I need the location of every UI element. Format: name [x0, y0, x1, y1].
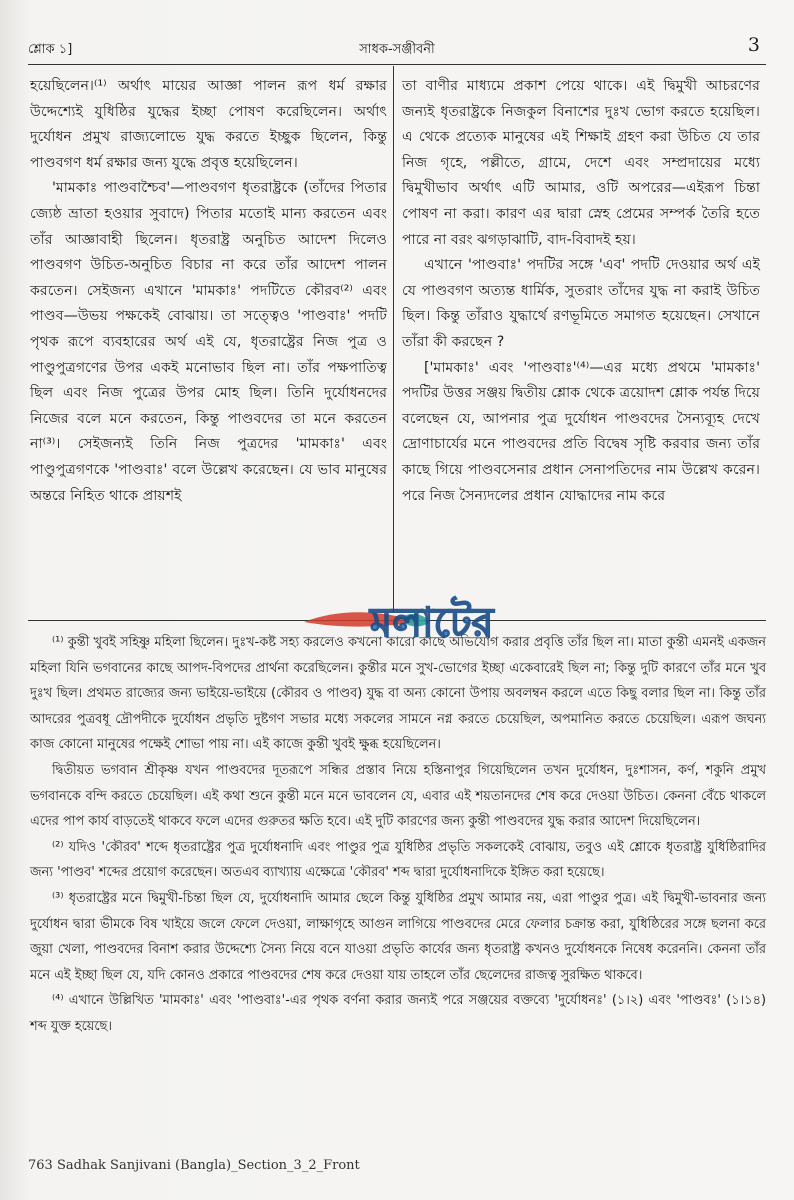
right-paragraph: ['মামকাঃ' এবং 'পাণ্ডবাঃ'⁽⁴⁾—এর মধ্যে প্রথমে 'মামকাঃ' পদটির উত্তর সঞ্জয় দ্বিতীয় শ্লোক থেকে ত্রয়োদশ শ্লোক পর্যন্ত দিয়ে বলেছেন যে, আপনার পুত্র দুর্যোধন পাণ্ডবদের সৈন্যব্যূহ দেখে দ্রোণাচার্যের মনে পাণ্ডবদের প্রতি বিদ্বেষ সৃষ্টি করবার জন্য তাঁর কাছে গিয়ে পাণ্ডবসেনার প্রধান সেনাপতিদের নাম উল্লেখ করেন। পরে নিজ সৈন্যদলের প্রধান যোদ্ধাদের নাম করে — [402, 359, 760, 504]
header-rule — [28, 64, 766, 65]
footnotes — [30, 630, 766, 1040]
print-file-label: 763 Sadhak Sanjivani (Bangla)_Section_3_2_Front — [28, 1158, 360, 1173]
footnote: দ্বিতীয়ত ভগবান শ্রীকৃষ্ণ যখন পাণ্ডবদের দূতরূপে সন্ধির প্রস্তাব নিয়ে হস্তিনাপুর গিয়েছিলেন তখন দুর্যোধন, দুঃশাসন, কর্ণ, শকুনি প্রমুখ ভগবানকে বন্দি করতে চেয়েছিল। এই কথা শুনে কুন্তী মনে মনে ভাবলেন যে, এবার এই শয়তানদের শেষ করে দেওয়া উচিত। কেননা বেঁচে থাকলে এদের পাপ কার্য বাড়তেই থাকবে ফলে এদের গুরুতর ক্ষতি হবে। এই দুটি কারণের জন্য কুন্তী পাণ্ডবদের যুদ্ধ করার আদেশ দিয়েছিলেন। — [30, 762, 766, 830]
running-title: সাধক-সঞ্জীবনী — [359, 42, 435, 57]
watermark-text: মলাটের — [370, 600, 494, 646]
watermark-logo — [300, 592, 590, 666]
left-column — [30, 74, 387, 509]
running-head — [28, 36, 766, 60]
left-paragraph: 'মামকাঃ পাণ্ডবাশ্চৈব'—পাণ্ডবগণ ধৃতরাষ্ট্রকে (তাঁদের পিতার জ্যেষ্ঠ ভ্রাতা হওয়ার সুবাদে) পিতার মতোই মান্য করতেন এবং তাঁর আজ্ঞাবাহী ছিলেন। ধৃতরাষ্ট্র অনুচিত আদেশ দিলেও পাণ্ডবগণ উচিত-অনুচিত বিচার না করে তাঁর আদেশ পালন করতেন। সেইজন্য এখানে 'মামকাঃ' পদটিতে কৌরব⁽²⁾ এবং পাণ্ডব—উভয় পক্ষকেই বোঝায়। তা সত্ত্বেও 'পাণ্ডবাঃ' পদটি পৃথক রূপে ব্যবহারের অর্থ এই যে, ধৃতরাষ্ট্রের নিজ পুত্র ও পাণ্ডুপুত্রগণের উপর একই মনোভাব ছিল না। তাঁর পক্ষপাতিত্ব ছিল এবং নিজ পুত্রের উপর মোহ ছিল। তিনি দুর্যোধনদের নিজের বলে মনে করতেন, কিন্তু পাণ্ডবদের তা মনে করতেন না⁽³⁾। সেইজন্যই তিনি নিজ পুত্রদের 'মামকাঃ' এবং পাণ্ডুপুত্রগণকে 'পাণ্ডবাঃ' বলে উল্লেখ করেছেন। যে ভাব মানুষের অন্তরে নিহিত থাকে প্রায়শই — [30, 180, 387, 504]
watermark-logo-graphic — [300, 592, 590, 666]
left-paragraph: হয়েছিলেন।⁽¹⁾ অর্থাৎ মায়ের আজ্ঞা পালন রূপ ধর্ম রক্ষার উদ্দেশ্যেই যুধিষ্ঠির যুদ্ধের ইচ্ছা পোষণ করেছিলেন। অর্থাৎ দুর্যোধন প্রমুখ রাজ্যলোভে যুদ্ধ করতে ইচ্ছুক ছিলেন, কিন্তু পাণ্ডবগণ ধর্ম রক্ষার জন্য যুদ্ধে প্রবৃত্ত হয়েছিলেন। — [30, 78, 387, 171]
footnote: ⁽³⁾ ধৃতরাষ্ট্রের মনে দ্বিমুখী-চিন্তা ছিল যে, দুর্যোধনাদি আমার ছেলে কিন্তু যুধিষ্ঠির প্রমুখ আমার নয়, এরা পাণ্ডুর পুত্র। এই দ্বিমুখী-ভাবনার জন্য দুর্যোধন দ্বারা ভীমকে বিষ খাইয়ে জলে ফেলে দেওয়া, লাক্ষাগৃহে আগুন লাগিয়ে পাণ্ডবদের মেরে ফেলার চক্রান্ত করা, যুধিষ্ঠিরের সঙ্গে ছলনা করে জুয়া খেলা, পাণ্ডবদের বিনাশ করার উদ্দেশ্যে সৈন্য নিয়ে বনে যাওয়া প্রভৃতি কার্যের জন্য ধৃতরাষ্ট্র কখনও দুর্যোধনকে নিষেধ করেননি। কেননা তাঁর মনে এই ইচ্ছা ছিল যে, যদি কোনও প্রকারে পাণ্ডবদের শেষ করে দেওয়া যায় তাহলে তাঁর ছেলেদের রাজত্ব সুরক্ষিত থাকবে। — [30, 890, 766, 983]
page-number: 3 — [747, 34, 760, 56]
right-paragraph: তা বাণীর মাধ্যমে প্রকাশ পেয়ে থাকে। এই দ্বিমুখী আচরণের জন্যই ধৃতরাষ্ট্রকে নিজকুল বিনাশের দুঃখ ভোগ করতে হয়েছিল। এ থেকে প্রত্যেক মানুষের এই শিক্ষাই গ্রহণ করা উচিত যে তার নিজ গৃহে, পল্লীতে, গ্রামে, দেশে এবং সম্প্রদায়ের মধ্যে দ্বিমুখীভাব অর্থাৎ এটি আমার, ওটি অপরের—এইরূপ চিন্তা পোষণ না করা। কারণ এর দ্বারা স্নেহ প্রেমের সম্পর্ক তৈরি হতে পারে না বরং ঝগড়াঝাটি, বাদ-বিবাদই হয়। — [402, 78, 760, 248]
footnote: ⁽¹⁾ কুন্তী খুবই সহিষ্ণু মহিলা ছিলেন। দুঃখ-কষ্ট সহ্য করলেও কখনো কারো কাছে অভিযোগ করার প্রবৃত্তি তাঁর ছিল না। মাতা কুন্তী এমনই একজন মহিলা যিনি ভগবানের কাছে আপদ-বিপদের প্রার্থনা করেছিলেন। কুন্তীর মনে সুখ-ভোগের ইচ্ছা একেবারেই ছিল না; কিন্তু দুটি কারণে তাঁর মনে খুব দুঃখ ছিল। প্রথমত রাজ্যের জন্য ভাইয়ে-ভাইয়ে (কৌরব ও পাণ্ডব) যুদ্ধ বা অন্য কোনো উপায় অবলম্বন করলে এতে কিছু বলার ছিল না। কিন্তু তাঁর আদরের পুত্রবধূ দ্রৌপদীকে দুর্যোধন প্রভৃতি দুষ্টগণ সভার মধ্যে সকলের সামনে নগ্ন করতে চেয়েছিল, অপমানিত করতে চেয়েছিল। এরূপ জঘন্য কাজ কোনো মানুষের পক্ষেই শোভা পায় না। এই কাজে কুন্তী খুবই ক্ষুব্ধ হয়েছিলেন। — [30, 635, 766, 753]
footnote: ⁽²⁾ যদিও 'কৌরব' শব্দে ধৃতরাষ্ট্রের পুত্র দুর্যোধনাদি এবং পাণ্ডুর পুত্র যুধিষ্ঠির প্রভৃতি সকলকেই বোঝায়, তবুও এই শ্লোকে ধৃতরাষ্ট্র যুধিষ্ঠিরাদির জন্য 'পাণ্ডব' শব্দের প্রয়োগ করেছেন। অতএব ব্যাখ্যায় এক্ষেত্রে 'কৌরব' শব্দ দ্বারা দুর্যোধনাদিকে ইঙ্গিত করা হয়েছে। — [30, 839, 766, 881]
section-label: শ্লোক ১] — [28, 42, 73, 57]
column-divider — [393, 66, 394, 612]
right-column — [402, 74, 760, 509]
right-paragraph: এখানে 'পাণ্ডবাঃ' পদটির সঙ্গে 'এব' পদটি দেওয়ার অর্থ এই যে পাণ্ডবগণ অত্যন্ত ধার্মিক, সুতরাং তাঁদের যুদ্ধ না করাই উচিত ছিল। কিন্তু তাঁরাও যুদ্ধার্থে রণভূমিতে সমাগত হয়েছেন। সেখানে তাঁরা কী করছেন ? — [402, 257, 760, 350]
footnote: ⁽⁴⁾ এখানে উল্লিখিত 'মামকাঃ' এবং 'পাণ্ডবাঃ'-এর পৃথক বর্ণনা করার জন্যই পরে সঞ্জয়ের বক্তব্যে 'দুর্যোধনঃ' (১।২) এবং 'পাণ্ডবঃ' (১।১৪) শব্দ যুক্ত হয়েছে। — [30, 993, 766, 1034]
